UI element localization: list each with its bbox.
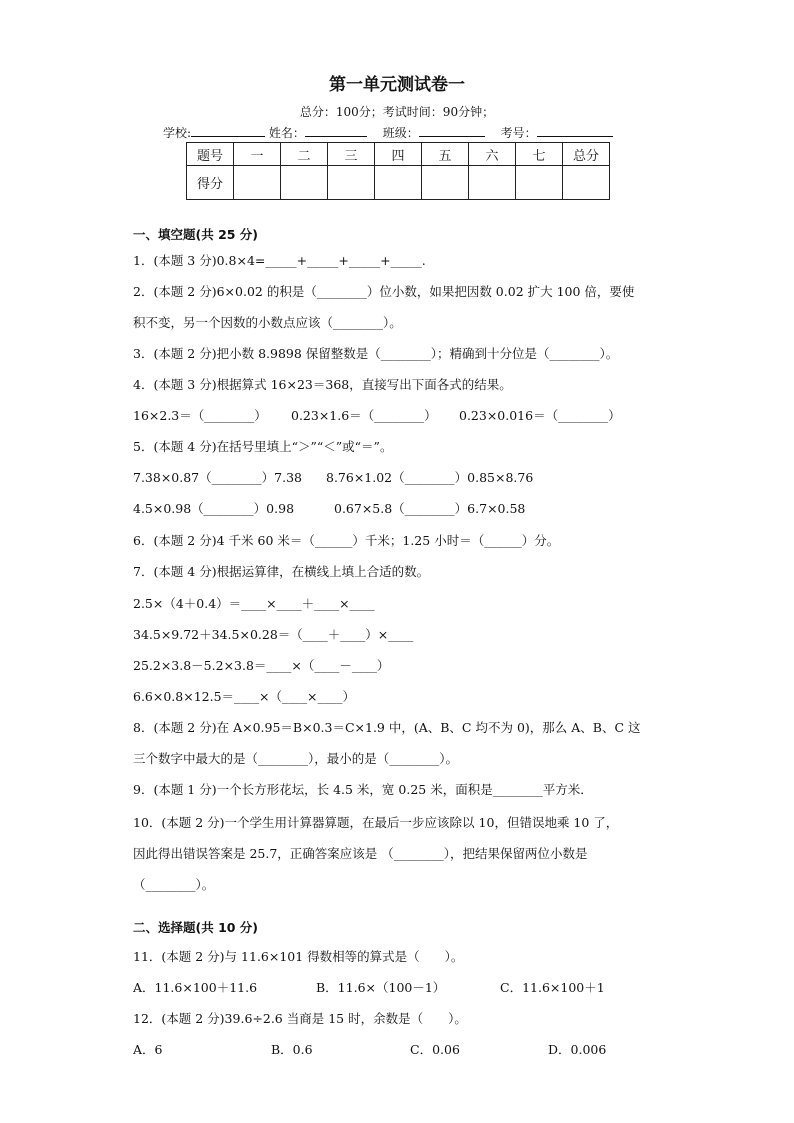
student-info-row	[163, 124, 643, 141]
question-5-item: 0.67×5.8（________）6.7×0.58	[334, 501, 526, 516]
score-table-cell: 六	[469, 143, 516, 166]
question-5-item: 4.5×0.98（________）0.98	[133, 501, 295, 516]
question-1: 1．(本题 3 分)0.8×4=_____+_____+_____+_____.	[133, 253, 426, 268]
question-7-item: 6.6×0.8×12.5＝____×（____×____）	[133, 689, 355, 704]
page-title: 第一单元测试卷一	[329, 75, 465, 95]
question-11-option[interactable]: B．11.6×（100－1）	[316, 980, 446, 995]
exam-subtitle: 总分：100分；考试时间：90分钟；	[299, 105, 495, 119]
question-7-item: 2.5×（4＋0.4）＝____×____＋____×____	[133, 596, 375, 611]
exam-number-blank[interactable]	[537, 124, 613, 137]
name-label: 姓名：	[268, 126, 305, 140]
question-10-line-3: （________）。	[133, 877, 215, 892]
question-12-option[interactable]: A．6	[133, 1042, 163, 1057]
question-9: 9．(本题 1 分)一个长方形花坛，长 4.5 米，宽 0.25 米，面积是________平方米．	[133, 782, 593, 797]
question-6: 6．(本题 2 分)4 千米 60 米＝（______）千米；1.25 小时＝（______）分。	[133, 533, 560, 548]
score-input-cell[interactable]	[516, 166, 563, 200]
score-table-cell: 二	[281, 143, 328, 166]
question-8-line-1: 8．(本题 2 分)在 A×0.95＝B×0.3＝C×1.9 中，(A、B、C 均不为 0)，那么 A、B、C 这	[133, 720, 641, 735]
question-12-option[interactable]: D．0.006	[548, 1042, 607, 1057]
question-4-item: 0.23×0.016＝（________）	[459, 408, 621, 423]
score-table-cell: 五	[422, 143, 469, 166]
score-input-cell[interactable]	[422, 166, 469, 200]
score-input-cell[interactable]	[375, 166, 422, 200]
question-3: 3．(本题 2 分)把小数 8.9898 保留整数是（________）；精确到十分位是（________）。	[133, 346, 619, 361]
section-heading-choice: 二、选择题(共 10 分)	[133, 920, 259, 935]
question-4: 4．(本题 3 分)根据算式 16×23＝368，直接写出下面各式的结果。	[133, 377, 512, 392]
score-table-cell: 三	[328, 143, 375, 166]
score-input-cell[interactable]	[281, 166, 328, 200]
question-7-item: 34.5×9.72＋34.5×0.28＝（____＋____）×____	[133, 627, 414, 642]
section-heading-fill-in: 一、填空题(共 25 分)	[133, 227, 259, 242]
question-4-item: 16×2.3＝（________）	[133, 408, 267, 423]
question-11: 11．(本题 2 分)与 11.6×101 得数相等的算式是（ ）。	[133, 949, 464, 964]
question-8-line-2: 三个数字中最大的是（________），最小的是（________）。	[133, 751, 459, 766]
score-table-cell: 总分	[563, 143, 610, 166]
score-table-cell: 题号	[187, 143, 234, 166]
score-table-header-row	[187, 143, 610, 166]
question-11-option[interactable]: A．11.6×100＋11.6	[133, 980, 258, 995]
question-5: 5．(本题 4 分)在括号里填上“＞”“＜”或“＝”。	[133, 439, 393, 454]
score-table-cell: 四	[375, 143, 422, 166]
question-11-option[interactable]: C．11.6×100＋1	[500, 980, 605, 995]
school-label: 学校:	[163, 126, 192, 140]
score-row-label: 得分	[187, 166, 234, 200]
question-12-option[interactable]: B．0.6	[271, 1042, 313, 1057]
question-2-line-1: 2．(本题 2 分)6×0.02 的积是（________）位小数，如果把因数 0.02 扩大 100 倍，要使	[133, 284, 635, 299]
question-12-option[interactable]: C．0.06	[410, 1042, 460, 1057]
question-5-item: 8.76×1.02（________）0.85×8.76	[326, 470, 534, 485]
question-7: 7．(本题 4 分)根据运算律，在横线上填上合适的数。	[133, 564, 430, 579]
score-table-score-row	[187, 166, 610, 200]
school-blank[interactable]	[191, 124, 265, 137]
name-blank[interactable]	[305, 124, 367, 137]
score-table-cell: 一	[234, 143, 281, 166]
exam-number-label: 考号：	[500, 126, 537, 140]
class-label: 班级：	[382, 126, 419, 140]
score-table	[186, 142, 610, 200]
question-4-item: 0.23×1.6＝（________）	[291, 408, 437, 423]
score-input-cell[interactable]	[234, 166, 281, 200]
question-10-line-1: 10．(本题 2 分)一个学生用计算器算题，在最后一步应该除以 10，但错误地乘 10 了，	[133, 815, 619, 830]
question-7-item: 25.2×3.8－5.2×3.8＝____×（____－____）	[133, 658, 390, 673]
question-12: 12．(本题 2 分)39.6÷2.6 当商是 15 时，余数是（ ）。	[133, 1011, 467, 1026]
question-10-line-2: 因此得出错误答案是 25.7，正确答案应该是 （________），把结果保留两位小数是	[133, 846, 588, 861]
question-2-line-2: 积不变，另一个因数的小数点应该（________）。	[133, 315, 402, 330]
question-5-item: 7.38×0.87（________）7.38	[133, 470, 302, 485]
score-input-cell[interactable]	[328, 166, 375, 200]
class-blank[interactable]	[419, 124, 485, 137]
score-table-cell: 七	[516, 143, 563, 166]
score-input-cell[interactable]	[563, 166, 610, 200]
score-input-cell[interactable]	[469, 166, 516, 200]
